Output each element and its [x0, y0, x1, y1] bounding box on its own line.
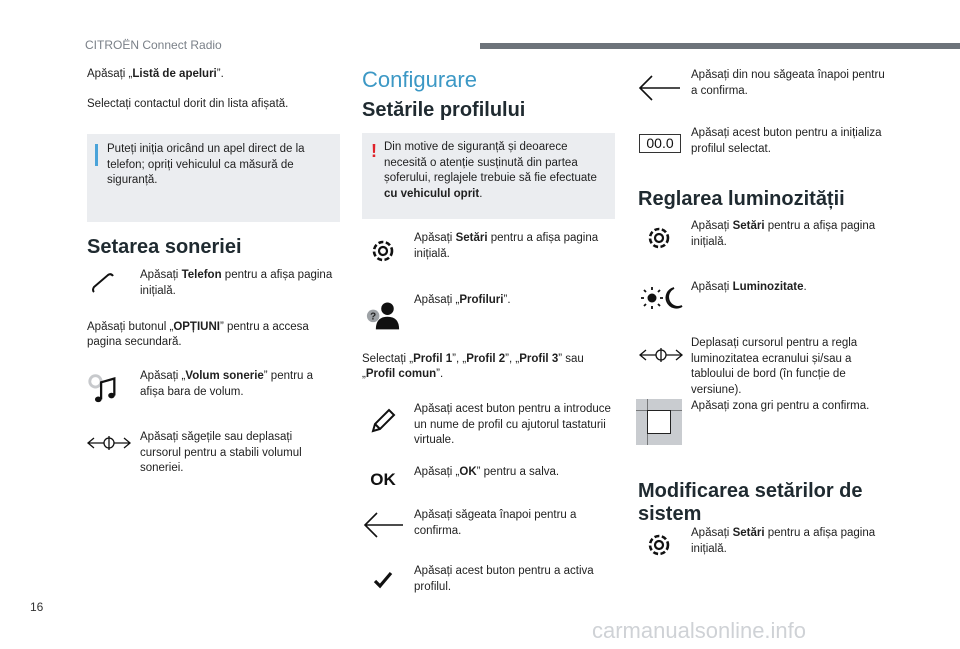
call-log-instruction: Apăsați „Listă de apeluri”.	[87, 68, 224, 80]
select-contact-text: Selectați contactul dorit din lista afișată.	[87, 98, 289, 110]
grey-zone-instruction: Apăsați zona gri pentru a confirma.	[691, 400, 870, 412]
activate-profile-instruction: Apăsați acest buton pentru a activa profilul.	[414, 565, 594, 593]
configure-heading: Configurare	[362, 67, 477, 92]
brightness-icon	[640, 283, 684, 313]
brightness-slider-instruction: Deplasați cursorul pentru a regla luminozitatea ecranului și/sau a tabloului de bord (în funcție de versiune).	[691, 337, 858, 396]
back-confirm-instruction: Apăsați săgeata înapoi pentru a confirma.	[414, 509, 577, 537]
profile-settings-heading: Setările profilului	[362, 99, 526, 121]
check-icon	[366, 565, 400, 595]
warning-icon: !	[371, 141, 377, 161]
profiles-instruction: Apăsați „Profiluri”.	[414, 294, 511, 306]
ringtone-volume-instruction: Apăsați „Volum sonerie” pentru a afișa bara de volum.	[140, 370, 314, 398]
ok-instruction: Apăsați „OK” pentru a salva.	[414, 466, 560, 478]
info-bar-icon	[95, 144, 98, 166]
gear-icon-2	[642, 223, 676, 253]
reset-box-label: 00.0	[639, 134, 680, 153]
warning-note	[362, 133, 615, 219]
reset-profile-instruction: Apăsați acest buton pentru a inițializa profilul selectat.	[691, 127, 882, 155]
grey-zone-inner	[647, 410, 671, 434]
volume-adjust-instruction: Apăsați săgețile sau deplasați cursorul pentru a stabili volumul soneriei.	[140, 431, 302, 474]
gear-music-icon	[86, 370, 120, 406]
pencil-icon	[366, 406, 400, 436]
svg-text:?: ?	[370, 311, 377, 323]
ok-button-icon: OK	[370, 470, 396, 489]
brightness-instruction: Apăsați Luminozitate.	[691, 281, 807, 293]
running-header: CITROËN Connect Radio	[85, 38, 222, 52]
telephone-instruction: Apăsați Telefon pentru a afișa pagina inițială.	[140, 269, 333, 297]
gear-icon-3	[642, 530, 676, 560]
select-profile-text: Selectați „Profil 1”, „Profil 2”, „Profil 3” sau „Profil comun”.	[362, 353, 584, 380]
back-arrow-icon	[363, 510, 405, 540]
profile-question-icon	[366, 298, 400, 332]
slider-arrows-icon-2	[638, 340, 684, 370]
profile-name-instruction: Apăsați acest buton pentru a introduce un nume de profil cu ajutorul tastaturii virtuale.	[414, 403, 611, 446]
page-number: 16	[30, 600, 44, 614]
options-instruction: Apăsați butonul „OPȚIUNI” pentru a accesa pagina secundară.	[87, 321, 309, 348]
back-again-instruction: Apăsați din nou săgeata înapoi pentru a confirma.	[691, 69, 885, 97]
back-arrow-icon-2	[638, 73, 682, 103]
info-note-text: Puteți iniția oricând un apel direct de la telefon; opriți vehiculul ca măsură de siguranță.	[107, 143, 305, 186]
gear-icon	[366, 236, 400, 266]
system-settings-heading: Modificarea setărilor de sistem	[638, 480, 863, 525]
slider-arrows-icon	[86, 428, 132, 458]
settings-instruction: Apăsați Setări pentru a afișa pagina inițială.	[414, 232, 599, 260]
grey-zone-guide-h	[636, 410, 682, 411]
grey-zone-guide-v	[647, 399, 648, 445]
grey-zone-icon	[636, 399, 682, 445]
reset-button-icon	[638, 128, 682, 158]
handset-icon	[86, 268, 120, 298]
brightness-heading: Reglarea luminozității	[638, 188, 845, 210]
info-note	[87, 134, 340, 222]
warning-note-text: Din motive de siguranță și deoarece necesită o atenție susținută din partea șoferului, reglajele trebuie să fie efectuate cu vehiculul oprit.	[384, 141, 597, 200]
settings-instruction-3: Apăsați Setări pentru a afișa pagina inițială.	[691, 527, 876, 555]
watermark: carmanualsonline.info	[592, 618, 807, 643]
header-bar	[480, 43, 960, 49]
settings-instruction-2: Apăsați Setări pentru a afișa pagina inițială.	[691, 220, 876, 248]
ringtone-heading: Setarea soneriei	[87, 236, 242, 258]
